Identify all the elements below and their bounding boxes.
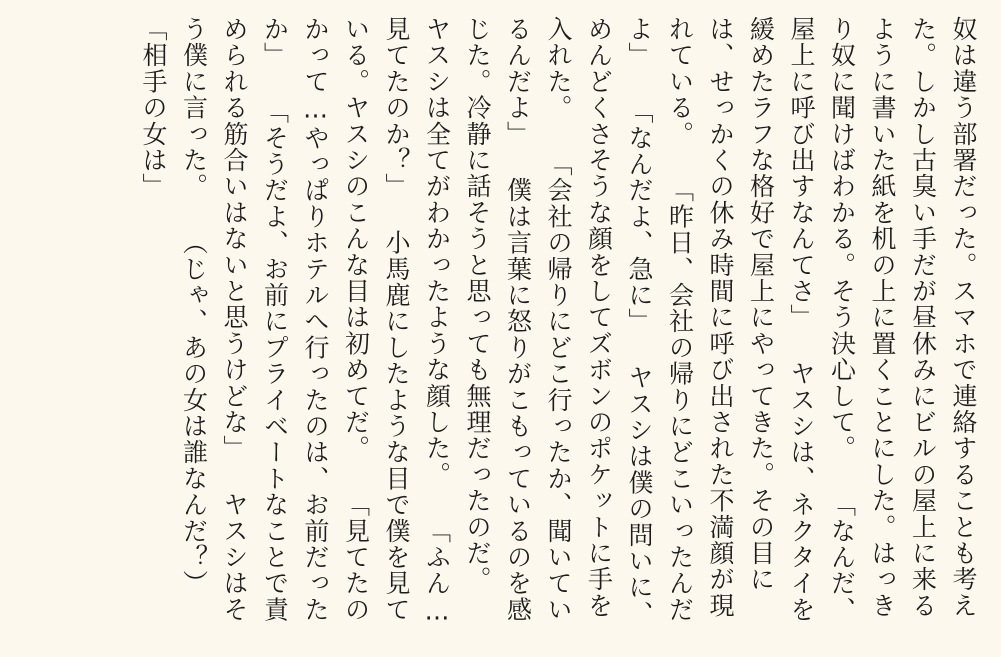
novel-body-text: 奴は違う部署だった。スマホで連絡することも考えた。しかし古臭い手だが昼休みにビルの屋上に来るように書いた紙を机の上に置くことにした。はっきり奴に聞けばわかる。そう決心して。 「なんだ、屋上に呼び出すなんてさ」 ヤスシは、ネクタイを緩めたラフな格好で屋上にやってきた。その目には、せっかくの休み時間に呼び出された不満顔が現れている。 「昨日、会社の帰りにどこいったんだよ」 「なんだよ、急に」 ヤスシは僕の問いに、めんどくさそうな顔をしてズボンのポケットに手を入れた。 「会社の帰りにどこ行ったか、聞いているんだよ」 僕は言葉に怒りがこもっているのを感じた。冷静に話そうと思っても無理だったのだ。 ヤスシは全てがわかったような顔した。 「ふん…見てたのか？」 小馬鹿にしたような目で僕を見ている。ヤスシのこんな目は初めてだ。 「見てたのかって…やっぱりホテルへ行ったのは、お前だったか」 「そうだよ、お前にプライベートなことで責められる筋合いはないと思うけどな」 ヤスシはそう僕に言った。 （じゃ、あの女は誰なんだ？） 「相手の女は」 [139, 16, 978, 627]
